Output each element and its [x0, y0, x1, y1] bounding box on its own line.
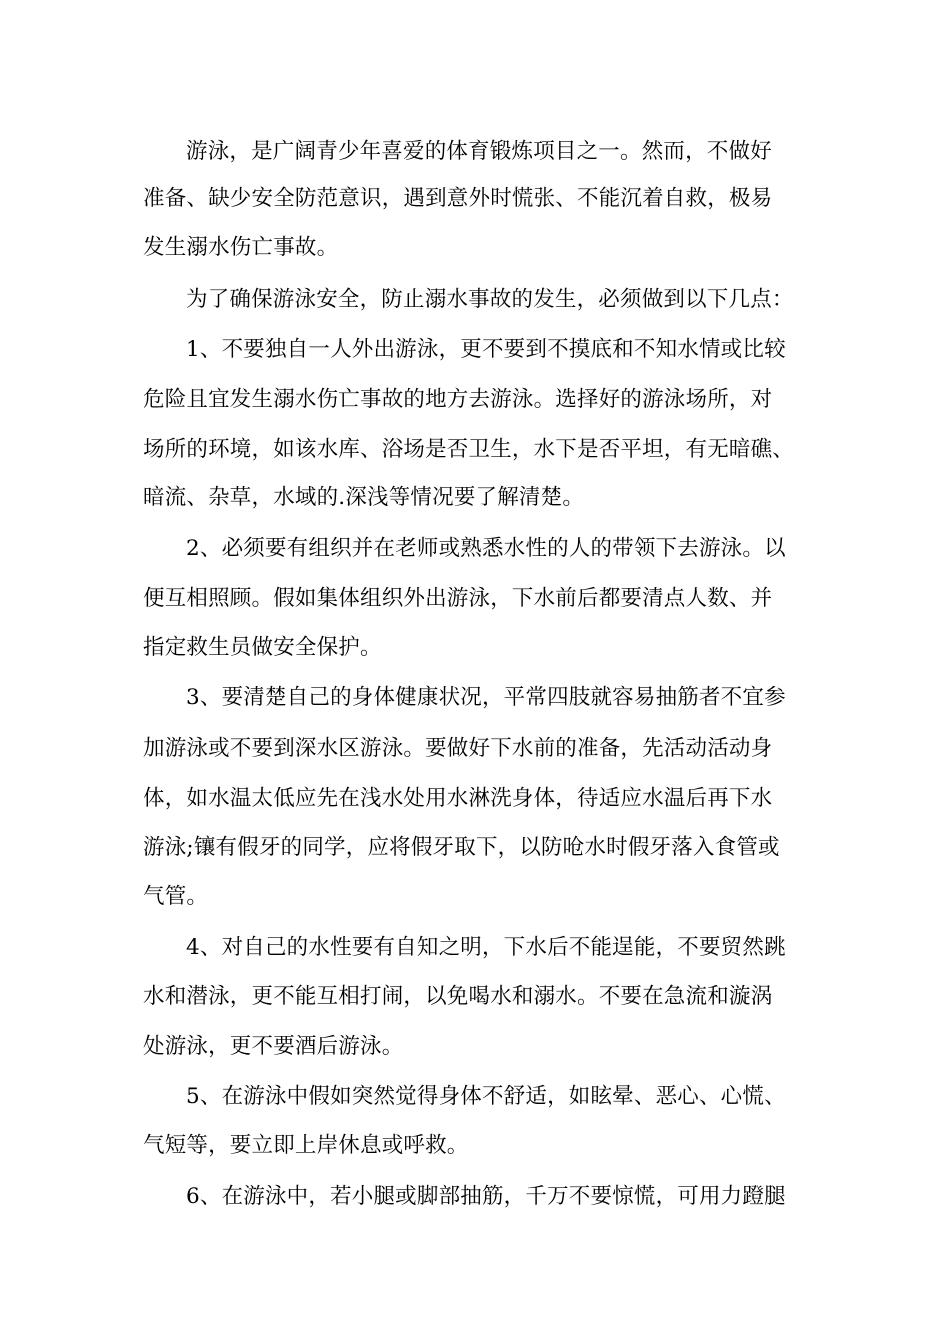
item-1-line-4: 暗流、杂草，水域的.深浅等情况要了解清楚。 — [143, 485, 585, 510]
item-4-line-1: 4、对自己的水性要有自知之明，下水后不能逞能，不要贸然跳 — [186, 935, 786, 960]
item-1-line-1: 1、不要独自一人外出游泳，更不要到不摸底和不知水情或比较 — [186, 337, 786, 362]
paragraph-1-line-2: 准备、缺少安全防范意识，遇到意外时慌张、不能沉着自救，极易 — [143, 186, 773, 211]
item-5-line-2: 气短等，要立即上岸休息或呼救。 — [143, 1133, 469, 1158]
item-3-line-1: 3、要清楚自己的身体健康状况，平常四肢就容易抽筋者不宜参 — [186, 685, 786, 710]
item-3-line-3: 体，如水温太低应先在浅水处用水淋洗身体，待适应水温后再下水 — [143, 786, 773, 811]
item-2-line-1: 2、必须要有组织并在老师或熟悉水性的人的带领下去游泳。以 — [186, 536, 786, 561]
paragraph-1-line-1: 游泳，是广阔青少年喜爱的体育锻炼项目之一。然而，不做好 — [186, 139, 772, 164]
paragraph-1-line-3: 发生溺水伤亡事故。 — [143, 235, 339, 260]
item-1-line-3: 场所的环境，如该水库、浴场是否卫生，水下是否平坦，有无暗礁、 — [143, 437, 795, 462]
item-2-line-3: 指定救生员做安全保护。 — [143, 635, 382, 660]
item-3-line-5: 气管。 — [143, 884, 209, 909]
item-6-line-1: 6、在游泳中，若小腿或脚部抽筋，千万不要惊慌，可用力蹬腿 — [186, 1184, 786, 1209]
item-2-line-2: 便互相照顾。假如集体组织外出游泳，下水前后都要清点人数、并 — [143, 586, 773, 611]
item-4-line-2: 水和潜泳，更不能互相打闹，以免喝水和溺水。不要在急流和漩涡 — [143, 984, 773, 1009]
item-4-line-3: 处游泳，更不要酒后游泳。 — [143, 1034, 404, 1059]
item-1-line-2: 危险且宜发生溺水伤亡事故的地方去游泳。选择好的游泳场所，对 — [143, 387, 773, 412]
item-3-line-2: 加游泳或不要到深水区游泳。要做好下水前的准备，先活动活动身 — [143, 736, 773, 761]
paragraph-2-line-1: 为了确保游泳安全，防止溺水事故的发生，必须做到以下几点： — [186, 287, 794, 312]
item-3-line-4: 游泳;镶有假牙的同学，应将假牙取下，以防呛水时假牙落入食管或 — [143, 835, 780, 860]
item-5-line-1: 5、在游泳中假如突然觉得身体不舒适，如眩晕、恶心、心慌、 — [186, 1084, 786, 1109]
